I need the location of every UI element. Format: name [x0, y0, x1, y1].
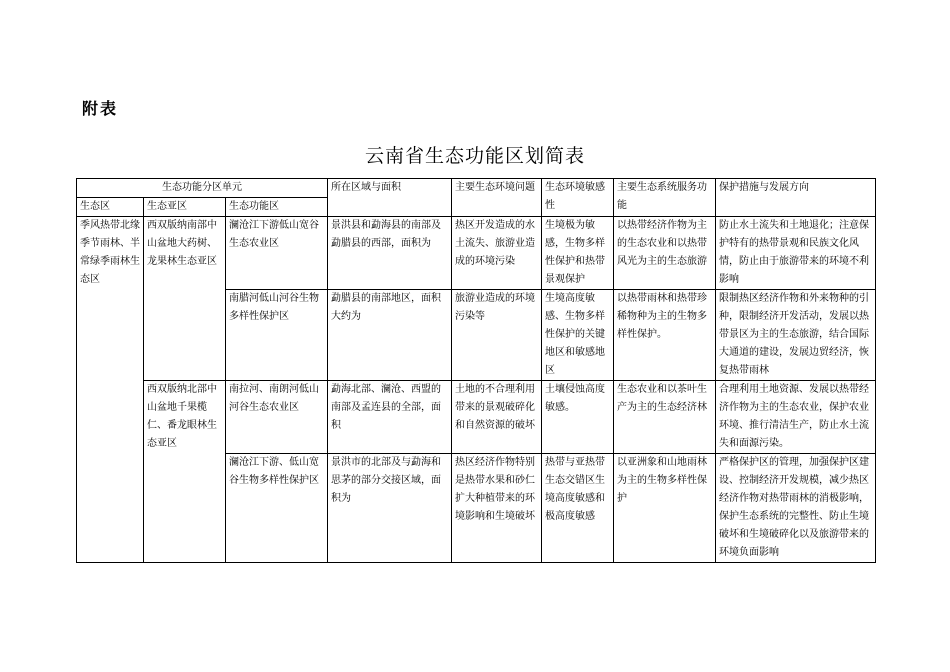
cell-service-function: 以热带雨林和热带珍稀物种为主的生物多样性保护。 — [614, 290, 716, 381]
table-header-row-1 — [77, 179, 876, 198]
cell-env-issue: 热区经济作物特别是热带水果和砂仁扩大种植带来的环境影响和生境破坏 — [452, 454, 542, 563]
cell-service-function: 以热带经济作物为主的生态农业和以热带风光为主的生态旅游 — [614, 217, 716, 290]
header-sensitivity: 生态环境敏感性 — [542, 179, 614, 217]
header-measures: 保护措施与发展方向 — [716, 179, 876, 217]
table-row — [77, 381, 876, 454]
cell-sensitivity: 土壤侵蚀高度敏感。 — [542, 381, 614, 454]
cell-sensitivity: 热带与亚热带生态交错区生境高度敏感和极高度敏感 — [542, 454, 614, 563]
cell-function-area: 南拉河、南朗河低山河谷生态农业区 — [226, 381, 328, 454]
cell-sensitivity: 生境极为敏感，生物多样性保护和热带景观保护 — [542, 217, 614, 290]
header-service-function: 主要生态系统服务功能 — [614, 179, 716, 217]
cell-location-area: 景洪市的北部及与勐海和思茅的部分交接区域，面积为 — [328, 454, 452, 563]
cell-measures: 合理利用土地资源、发展以热带经济作物为主的生态农业，保护农业环境、推行清洁生产，防止水土流失和面源污染。 — [716, 381, 876, 454]
cell-sensitivity: 生境高度敏感、生物多样性保护的关键地区和敏感地区 — [542, 290, 614, 381]
cell-function-area: 南腊河低山河谷生物多样性保护区 — [226, 290, 328, 381]
cell-measures: 严格保护区的管理，加强保护区建设、控制经济开发规模，减少热区经济作物对热带雨林的消极影响，保护生态系统的完整性、防止生境破坏和生境破碎化以及旅游带来的环境负面影响 — [716, 454, 876, 563]
cell-region: 季风热带北缘季节雨林、半常绿季雨林生态区 — [77, 217, 144, 563]
cell-service-function: 以亚洲象和山地雨林为主的生物多样性保护 — [614, 454, 716, 563]
cell-env-issue: 热区开发造成的水土流失、旅游业造成的环境污染 — [452, 217, 542, 290]
cell-env-issue: 旅游业造成的环境污染等 — [452, 290, 542, 381]
cell-subregion: 西双版纳南部中山盆地大药树、龙果林生态亚区 — [144, 217, 226, 381]
cell-location-area: 景洪县和勐海县的南部及勐腊县的西部，面积为 — [328, 217, 452, 290]
document-title: 云南省生态功能区划简表 — [364, 145, 585, 167]
cell-location-area: 勐腊县的南部地区，面积大约为 — [328, 290, 452, 381]
cell-function-area: 澜沧江下游、低山宽谷生物多样性保护区 — [226, 454, 328, 563]
cell-function-area: 澜沧江下游低山宽谷生态农业区 — [226, 217, 328, 290]
ecological-zoning-table — [76, 178, 876, 563]
cell-location-area: 勐海北部、澜沧、西盟的南部及孟连县的全部，面积 — [328, 381, 452, 454]
cell-env-issue: 土地的不合理利用带来的景观破碎化和自然资源的破坏 — [452, 381, 542, 454]
header-subregion: 生态亚区 — [144, 198, 226, 217]
cell-measures: 防止水土流失和土地退化；注意保护特有的热带景观和民族文化风情，防止由于旅游带来的环境不利影响 — [716, 217, 876, 290]
appendix-label: 附表 — [82, 99, 119, 118]
cell-service-function: 生态农业和以茶叶生产为主的生态经济林 — [614, 381, 716, 454]
cell-subregion: 西双版纳北部中山盆地千果榄仁、番龙眼林生态亚区 — [144, 381, 226, 563]
table-row — [77, 217, 876, 290]
header-region: 生态区 — [77, 198, 144, 217]
cell-measures: 限制热区经济作物和外来物种的引种，限制经济开发活动，发展以热带景区为主的生态旅游，结合国际大通道的建设，发展边贸经济，恢复热带雨林 — [716, 290, 876, 381]
header-function-area: 生态功能区 — [226, 198, 328, 217]
header-location-area: 所在区域与面积 — [328, 179, 452, 217]
header-env-issue: 主要生态环境问题 — [452, 179, 542, 217]
header-unit-group: 生态功能分区单元 — [77, 179, 328, 198]
